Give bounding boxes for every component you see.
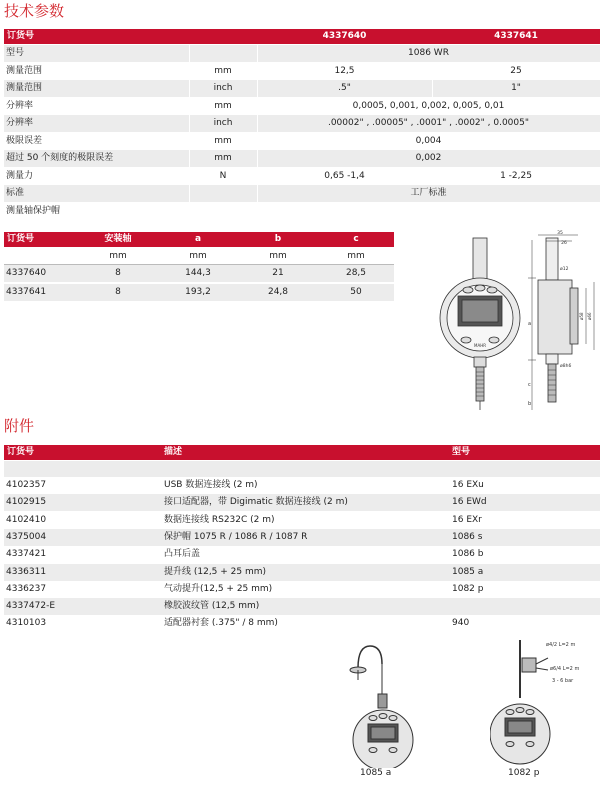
dims-cell: 144,3 (185, 268, 211, 278)
specs-value: 0,004 (415, 135, 442, 146)
specs-title: 技术参数 (4, 2, 65, 20)
column-separator (257, 98, 258, 115)
acc-h-type: 型号 (452, 447, 471, 457)
column-separator (189, 133, 190, 150)
accessories-header (4, 445, 600, 460)
drawing-dim-58: ø58 (579, 312, 584, 320)
column-separator (189, 115, 190, 132)
specs-row (4, 133, 600, 150)
specs-value: 1086 WR (408, 48, 449, 58)
dims-h-b: b (274, 234, 282, 244)
caption-1085a: 1085 a (360, 768, 392, 778)
specs-unit: mm (214, 153, 232, 163)
dims-cell: 24,8 (267, 287, 289, 297)
specs-value: 0,002 (415, 153, 442, 163)
gauge-technical-drawing (420, 230, 608, 422)
dims-header (4, 232, 394, 247)
accessory-description: 橡胶波纹管 (12,5 mm) (164, 601, 260, 612)
dims-h-shaft: 安装轴 (104, 234, 132, 244)
specs-value-col2: 25 (510, 65, 522, 76)
drawing-dim-8: ø8h6 (560, 364, 572, 369)
accessory-row (4, 581, 600, 598)
acc-h-order: 订货号 (7, 447, 35, 457)
column-separator (432, 63, 433, 80)
column-separator (257, 133, 258, 150)
dims-row (4, 265, 394, 282)
specs-value: .00002" , .00005" , .0001" , .0002" , 0.0005" (327, 118, 530, 128)
accessory-order-no: 4102915 (6, 497, 47, 508)
specs-unit: mm (214, 65, 232, 76)
dims-row (4, 283, 394, 301)
dims-unit-b: mm (269, 251, 287, 261)
accessory-row (4, 564, 600, 581)
specs-header-label: 订货号 (7, 31, 35, 41)
accessory-type: 16 EXr (452, 514, 482, 525)
specs-label: 分辨率 (6, 118, 34, 128)
specs-label: 超过 50 个刻度的极限误差 (6, 153, 114, 163)
specs-unit: mm (214, 100, 232, 111)
dims-cell: 28,5 (345, 268, 367, 278)
dims-unit-a: mm (189, 251, 207, 261)
specs-row (4, 185, 600, 202)
column-separator (189, 45, 190, 62)
drawing-dim-12: ø12 (560, 267, 569, 272)
pneumatic-note-2: ø6/4 L=2 m (550, 666, 580, 672)
specs-unit: N (219, 170, 227, 181)
dims-cell: 21 (272, 268, 284, 278)
column-separator (189, 168, 190, 185)
drawing-dim-26: 26 (561, 241, 567, 246)
accessory-type: 1086 s (452, 531, 483, 542)
accessory-description: USB 数据连接线 (2 m) (164, 480, 258, 490)
accessory-type: 16 EWd (452, 497, 487, 508)
specs-row (4, 115, 600, 132)
specs-unit: mm (214, 135, 232, 146)
accessory-row (4, 477, 600, 494)
dims-units-row (4, 248, 394, 264)
accessory-type: 1086 b (452, 549, 484, 560)
accessory-order-no: 4336237 (6, 583, 47, 594)
acc-h-desc: 描述 (164, 447, 183, 457)
specs-row (4, 80, 600, 97)
specs-row (4, 98, 600, 115)
column-separator (257, 150, 258, 167)
specs-unit (189, 45, 257, 62)
specs-row (4, 45, 600, 62)
specs-unit: inch (213, 118, 233, 128)
pneumatic-note-3: 3 - 6 bar (552, 678, 574, 684)
accessory-row (4, 529, 600, 546)
accessory-description: 数据连接线 RS232C (2 m) (164, 514, 275, 525)
dims-cell: 50 (350, 287, 362, 297)
specs-value-col2: 1" (511, 83, 521, 93)
specs-label: 分辨率 (6, 100, 34, 111)
dims-unit-shaft: mm (109, 251, 127, 261)
accessory-order-no: 4310103 (6, 618, 47, 629)
drawing-dim-b: b (528, 401, 532, 407)
dims-h-order: 订货号 (7, 234, 35, 244)
dims-h-c: c (353, 234, 359, 244)
dims-h-a: a (194, 234, 202, 244)
specs-value-col1: 0,65 -1,4 (324, 170, 365, 181)
specs-value (257, 203, 600, 220)
caption-1082p: 1082 p (508, 768, 540, 778)
accessory-row (4, 512, 600, 529)
accessory-description: 适配器衬套 (.375" / 8 mm) (164, 618, 278, 629)
column-separator (257, 203, 258, 220)
column-separator (257, 185, 258, 202)
specs-value-col2: 1 -2,25 (500, 170, 532, 181)
accessory-description: 提升线 (12,5 + 25 mm) (164, 566, 267, 577)
accessory-row (4, 546, 600, 563)
accessory-description: 气动提升(12,5 + 25 mm) (164, 583, 273, 594)
specs-label: 极限误差 (6, 135, 43, 146)
lifting-cable-gauge-image (340, 640, 440, 768)
accessory-order-no: 4102357 (6, 480, 47, 490)
accessory-row (4, 494, 600, 511)
column-separator (189, 63, 190, 80)
column-separator (432, 168, 433, 185)
specs-value-col1: .5" (338, 83, 351, 93)
specs-value: 0,0005, 0,001, 0,002, 0,005, 0,01 (352, 100, 505, 111)
column-separator (257, 63, 258, 80)
specs-row (4, 168, 600, 185)
column-separator (432, 80, 433, 97)
accessory-description: 保护帽 1075 R / 1086 R / 1087 R (164, 531, 308, 542)
dims-cell: 8 (115, 268, 121, 278)
column-separator (189, 150, 190, 167)
specs-header (4, 29, 600, 44)
dims-cell: 4337640 (6, 268, 47, 278)
specs-unit (189, 185, 257, 202)
accessory-row (4, 598, 600, 615)
accessory-type: 16 EXu (452, 480, 484, 490)
column-separator (257, 80, 258, 97)
drawing-dim-a: a (528, 321, 532, 327)
drawing-brand: MAHR (474, 343, 486, 348)
dims-cell: 4337641 (6, 287, 47, 297)
column-separator (189, 98, 190, 115)
specs-label: 测量力 (6, 170, 34, 181)
specs-header-col1: 4337640 (322, 31, 367, 41)
column-separator (257, 115, 258, 132)
accessory-description: 凸耳后盖 (164, 549, 201, 560)
column-separator (257, 168, 258, 185)
accessories-blank-row (4, 461, 600, 477)
column-separator (189, 203, 190, 220)
specs-row (4, 63, 600, 80)
drawing-dim-c: c (528, 382, 531, 388)
drawing-dim-66: ø66 (587, 312, 592, 320)
specs-label: 测量范围 (6, 65, 43, 76)
accessory-description: 接口适配器，带 Digimatic 数据连接线 (2 m) (164, 497, 348, 508)
accessory-type: 1082 p (452, 583, 484, 594)
accessories-title: 附件 (4, 417, 35, 435)
accessory-order-no: 4375004 (6, 531, 47, 542)
specs-unit: inch (213, 83, 233, 93)
accessory-type: 940 (452, 618, 470, 629)
accessory-type: 1085 a (452, 566, 484, 577)
specs-header-col2: 4337641 (494, 31, 538, 41)
dims-unit-c: mm (347, 251, 365, 261)
column-separator (189, 80, 190, 97)
pneumatic-lift-gauge-image (490, 636, 600, 766)
specs-value-col1: 12,5 (334, 65, 355, 76)
specs-label: 型号 (6, 48, 25, 58)
specs-label: 标准 (6, 188, 25, 198)
specs-label: 测量范围 (6, 83, 43, 93)
accessory-order-no: 4102410 (6, 514, 47, 525)
specs-value: 工厂标准 (410, 188, 447, 198)
specs-unit (189, 203, 257, 220)
specs-row (4, 203, 600, 220)
dims-cell: 8 (115, 287, 121, 297)
accessory-order-no: 4337472-E (6, 601, 56, 612)
column-separator (257, 45, 258, 62)
specs-label: 测量轴保护帽 (6, 205, 61, 216)
pneumatic-note-1: ø4/2 L=2 m (546, 642, 576, 648)
specs-row (4, 150, 600, 167)
drawing-dim-35: 35 (557, 231, 563, 236)
accessory-order-no: 4337421 (6, 549, 47, 560)
column-separator (189, 185, 190, 202)
accessory-row (4, 615, 600, 632)
accessory-order-no: 4336311 (6, 566, 47, 577)
dims-cell: 193,2 (185, 287, 211, 297)
